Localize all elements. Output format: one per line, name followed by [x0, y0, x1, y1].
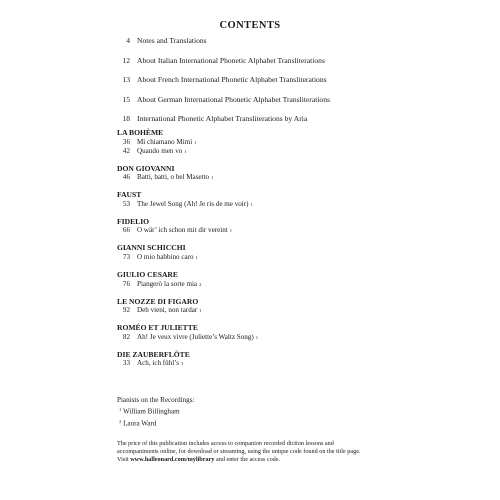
opera-title: GIANNI SCHICCHI — [117, 243, 186, 253]
pianist-entry — [117, 405, 477, 417]
opera-section — [117, 297, 477, 316]
opera-section — [117, 217, 477, 236]
pianist-note: 1 — [250, 201, 253, 207]
opera-title: ROMÉO ET JULIETTE — [117, 323, 198, 333]
aria-item — [117, 138, 477, 147]
page-number: 76 — [122, 279, 130, 288]
intro-item — [117, 95, 477, 115]
aria-title: Deh vieni, non tardar — [137, 306, 198, 315]
opera-section — [117, 270, 477, 289]
opera-title: FIDELIO — [117, 216, 150, 226]
access-note-line: The price of this publication includes access to companion recorded diction lessons and — [117, 440, 334, 447]
opera-title: LE NOZZE DI FIGARO — [117, 296, 199, 306]
page-title: CONTENTS — [219, 20, 281, 31]
pianist-note: 1 — [194, 139, 197, 145]
aria-title: Ah! Je veux vivre (Juliette’s Waltz Song) — [137, 332, 254, 341]
opera-title: FAUST — [117, 190, 142, 200]
opera-section — [117, 350, 477, 369]
access-instructions: and enter the access code. — [215, 455, 281, 463]
page-number: 13 — [122, 75, 130, 84]
access-note-line: accompaniments online, for download or streaming, using the unique code found on the title page. — [117, 447, 361, 455]
opera-section — [117, 190, 477, 209]
pianist-note: 1 — [211, 175, 214, 181]
aria-item — [117, 173, 477, 182]
pianists-credits — [117, 396, 477, 428]
aria-item — [117, 333, 477, 342]
opera-list — [117, 128, 477, 376]
intro-item — [117, 36, 477, 56]
intro-item — [117, 75, 477, 95]
opera-title: DIE ZAUBERFLÖTE — [117, 349, 190, 359]
library-url[interactable]: www.halleonard.com/mylibrary — [130, 455, 215, 463]
opera-title: GIULIO CESARE — [117, 269, 178, 279]
pianist-note: 2 — [119, 418, 122, 424]
page-number: 33 — [122, 359, 130, 368]
page-number: 73 — [122, 252, 130, 261]
item-title: About French International Phonetic Alphabet Transliterations — [137, 75, 327, 84]
pianist-note: 1 — [184, 148, 187, 154]
opera-section — [117, 164, 477, 183]
aria-title: The Jewel Song (Ah! Je ris de me voir) — [137, 199, 249, 208]
pianist-name: William Billingham — [122, 407, 180, 416]
intro-item — [117, 56, 477, 76]
pianist-entry — [117, 417, 477, 429]
pianist-note: 1 — [180, 361, 184, 367]
aria-title: O wär’ ich schon mit dir vereint — [137, 226, 228, 235]
visit-text: Visit — [117, 455, 129, 463]
item-title: About Italian International Phonetic Alphabet Transliterations — [137, 55, 325, 65]
pianists-heading: Pianists on the Recordings: — [117, 396, 195, 404]
opera-section — [117, 243, 477, 262]
aria-item — [117, 359, 477, 368]
intro-list — [117, 36, 477, 134]
item-title: Notes and Translations — [137, 36, 207, 45]
pianist-note: 1 — [119, 407, 122, 412]
aria-title: O mio babbino caro — [137, 252, 194, 261]
pianist-note: 1 — [229, 228, 233, 234]
page-number: 4 — [126, 36, 130, 45]
aria-item — [117, 306, 477, 315]
opera-section — [117, 128, 477, 156]
aria-item — [117, 147, 477, 156]
access-note — [117, 440, 467, 463]
pianist-name: Laura Ward — [123, 419, 157, 427]
opera-section — [117, 323, 477, 342]
pianist-note: 1 — [255, 334, 259, 340]
aria-title: Quando men vo — [137, 146, 183, 155]
aria-item — [117, 280, 477, 289]
page-number: 42 — [122, 146, 130, 155]
page-number: 15 — [122, 94, 130, 104]
page-number: 82 — [122, 332, 130, 341]
opera-title: LA BOHÈME — [117, 128, 164, 137]
page-number: 66 — [122, 226, 130, 235]
page-number: 46 — [122, 173, 130, 182]
aria-title: Ach, ich fühl’s — [137, 359, 179, 368]
page-number: 53 — [122, 199, 130, 208]
page-number: 12 — [122, 55, 130, 65]
page-number: 18 — [122, 114, 130, 123]
aria-title: Batti, batti, o bel Masetto — [137, 173, 210, 182]
aria-title: Piangerò la sorte mia — [137, 279, 198, 288]
opera-title: DON GIOVANNI — [117, 163, 175, 173]
aria-title: Mi chiamano Mimì — [137, 137, 193, 146]
page-number: 36 — [122, 137, 130, 146]
pianist-note: 1 — [195, 254, 198, 260]
item-title: International Phonetic Alphabet Transliterations by Aria — [137, 114, 308, 123]
access-note-line — [117, 456, 467, 464]
item-title: About German International Phonetic Alphabet Transliterations — [137, 94, 330, 104]
aria-item — [117, 253, 477, 262]
pianist-note: 2 — [199, 281, 202, 287]
aria-item — [117, 226, 477, 235]
pianist-note: 1 — [199, 308, 202, 314]
page-number: 92 — [122, 306, 130, 315]
aria-item — [117, 200, 477, 209]
